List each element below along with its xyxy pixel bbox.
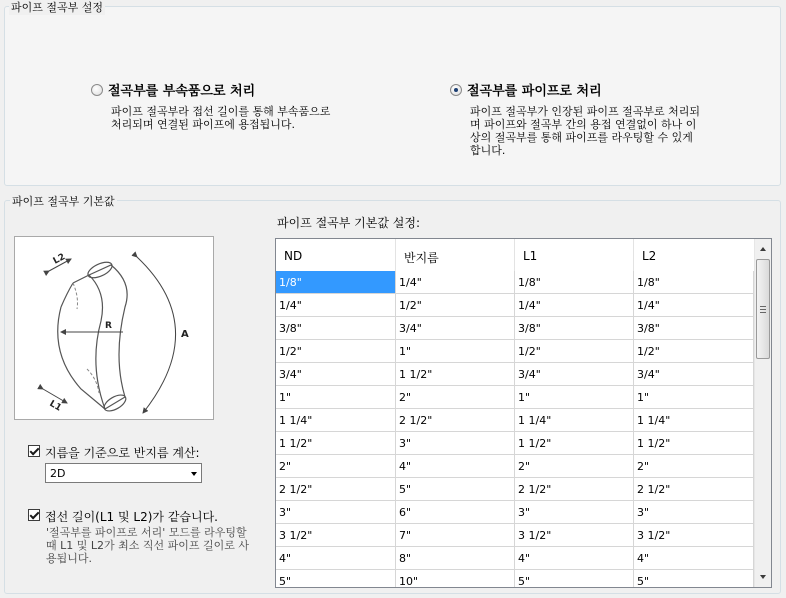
cell-l2[interactable]: 2" bbox=[634, 455, 754, 478]
cell-l1[interactable]: 5" bbox=[515, 570, 634, 588]
table-row[interactable] bbox=[276, 570, 756, 588]
treat-bends-as-fittings-option[interactable] bbox=[91, 80, 339, 131]
cell-nd[interactable]: 1/4" bbox=[276, 294, 396, 317]
radio-button-icon[interactable] bbox=[91, 84, 103, 96]
radius-factor-select[interactable] bbox=[45, 463, 202, 483]
cell-nd[interactable]: 1/8" bbox=[276, 271, 396, 294]
cell-radius[interactable]: 1" bbox=[396, 340, 515, 363]
cell-l2[interactable]: 3/8" bbox=[634, 317, 754, 340]
table-row[interactable] bbox=[276, 432, 756, 455]
table-row[interactable] bbox=[276, 386, 756, 409]
cell-l2[interactable]: 1 1/2" bbox=[634, 432, 754, 455]
bend-defaults-table-title: 파이프 절곡부 기본값 설정: bbox=[277, 216, 420, 230]
cell-nd[interactable]: 1/2" bbox=[276, 340, 396, 363]
grid-header bbox=[276, 239, 756, 271]
cell-nd[interactable]: 2 1/2" bbox=[276, 478, 396, 501]
cell-radius[interactable]: 3" bbox=[396, 432, 515, 455]
dropdown-arrow-icon[interactable] bbox=[191, 472, 197, 476]
cell-l2[interactable]: 1/2" bbox=[634, 340, 754, 363]
cell-radius[interactable]: 10" bbox=[396, 570, 515, 588]
cell-radius[interactable]: 5" bbox=[396, 478, 515, 501]
cell-l1[interactable]: 3/8" bbox=[515, 317, 634, 340]
cell-l1[interactable]: 1" bbox=[515, 386, 634, 409]
cell-l1[interactable]: 1 1/4" bbox=[515, 409, 634, 432]
cell-l2[interactable]: 3" bbox=[634, 501, 754, 524]
tangent-length-note: '절곡부를 파이프로 서리' 모드를 라우팅할 때 L1 및 L2가 최소 직선 파이프 길이로 사용됩니다. bbox=[46, 526, 249, 565]
column-header-radius[interactable]: 반지름 bbox=[396, 239, 515, 271]
cell-nd[interactable]: 3/8" bbox=[276, 317, 396, 340]
cell-nd[interactable]: 3/4" bbox=[276, 363, 396, 386]
l1-label: L1 bbox=[47, 398, 63, 414]
treat-bends-as-fittings-label[interactable]: 절곡부를 부속품으로 처리 bbox=[108, 84, 256, 99]
cell-l1[interactable]: 2" bbox=[515, 455, 634, 478]
table-row[interactable] bbox=[276, 363, 756, 386]
column-header-l2[interactable]: L2 bbox=[642, 249, 657, 263]
cell-l2[interactable]: 2 1/2" bbox=[634, 478, 754, 501]
calc-radius-by-diameter-checkbox[interactable] bbox=[28, 444, 200, 461]
column-header-nd[interactable]: ND bbox=[276, 239, 396, 271]
cell-l2[interactable]: 3/4" bbox=[634, 363, 754, 386]
cell-radius[interactable]: 3/4" bbox=[396, 317, 515, 340]
cell-nd[interactable]: 5" bbox=[276, 570, 396, 588]
treat-bends-as-pipe-label[interactable]: 절곡부를 파이프로 처리 bbox=[467, 84, 602, 99]
cell-nd[interactable]: 2" bbox=[276, 455, 396, 478]
cell-nd[interactable]: 3 1/2" bbox=[276, 524, 396, 547]
cell-radius[interactable]: 7" bbox=[396, 524, 515, 547]
pipe-bend-diagram-icon bbox=[15, 237, 213, 419]
treat-bends-as-pipe-description: 파이프 절곡부가 인장된 파이프 절곡부로 처리되며 파이프와 절곡부 간의 용접 연결없이 하나 이상의 절곡부를 통해 파이프를 라우팅할 수 있게 합니다. bbox=[470, 105, 701, 157]
cell-l2[interactable]: 5" bbox=[634, 570, 754, 588]
radius-factor-value: 2D bbox=[50, 467, 66, 480]
vertical-scrollbar[interactable] bbox=[754, 239, 771, 587]
cell-l1[interactable]: 1 1/2" bbox=[515, 432, 634, 455]
cell-l1[interactable]: 3/4" bbox=[515, 363, 634, 386]
table-row[interactable] bbox=[276, 409, 756, 432]
scroll-down-arrow-icon[interactable] bbox=[760, 575, 766, 579]
cell-l1[interactable]: 1/8" bbox=[515, 271, 634, 294]
table-row[interactable] bbox=[276, 340, 756, 363]
cell-l1[interactable]: 1/2" bbox=[515, 340, 634, 363]
bend-defaults-title: 파이프 절곡부 기본값 bbox=[12, 195, 115, 208]
cell-radius[interactable]: 2 1/2" bbox=[396, 409, 515, 432]
table-row[interactable] bbox=[276, 317, 756, 340]
column-header-l1[interactable]: L1 bbox=[515, 239, 634, 271]
cell-l1[interactable]: 2 1/2" bbox=[515, 478, 634, 501]
treat-bends-as-pipe-option[interactable] bbox=[450, 80, 702, 157]
cell-nd[interactable]: 1 1/2" bbox=[276, 432, 396, 455]
table-row[interactable] bbox=[276, 455, 756, 478]
tangent-length-equal-label[interactable]: 접선 길이(L1 및 L2)가 같습니다. bbox=[45, 510, 218, 524]
cell-radius[interactable]: 4" bbox=[396, 455, 515, 478]
cell-l1[interactable]: 1/4" bbox=[515, 294, 634, 317]
cell-radius[interactable]: 1/4" bbox=[396, 271, 515, 294]
checkbox-check-icon[interactable] bbox=[28, 509, 40, 521]
cell-l1[interactable]: 3 1/2" bbox=[515, 524, 634, 547]
table-row[interactable] bbox=[276, 524, 756, 547]
table-row[interactable] bbox=[276, 294, 756, 317]
scroll-thumb[interactable] bbox=[756, 259, 770, 359]
checkbox-check-icon[interactable] bbox=[28, 445, 40, 457]
cell-l2[interactable]: 1/4" bbox=[634, 294, 754, 317]
r-label: R bbox=[105, 321, 112, 331]
bend-defaults-grid[interactable] bbox=[275, 238, 772, 588]
cell-radius[interactable]: 2" bbox=[396, 386, 515, 409]
cell-radius[interactable]: 1 1/2" bbox=[396, 363, 515, 386]
cell-l2[interactable]: 1" bbox=[634, 386, 754, 409]
cell-nd[interactable]: 1" bbox=[276, 386, 396, 409]
cell-radius[interactable]: 8" bbox=[396, 547, 515, 570]
cell-l1[interactable]: 4" bbox=[515, 547, 634, 570]
table-row[interactable] bbox=[276, 478, 756, 501]
scroll-grip-icon bbox=[760, 306, 766, 313]
table-row[interactable] bbox=[276, 271, 756, 294]
grid-body bbox=[276, 271, 756, 588]
scroll-up-arrow-icon[interactable] bbox=[760, 247, 766, 251]
l2-label: L2 bbox=[51, 252, 68, 267]
calc-radius-by-diameter-label[interactable]: 지름을 기준으로 반지름 계산: bbox=[45, 446, 200, 460]
treat-bends-as-fittings-description: 파이프 절곡부라 접선 길이를 통해 부속품으로 처리되며 연결된 파이프에 용접됩니다. bbox=[111, 105, 331, 131]
cell-l2[interactable]: 1/8" bbox=[634, 271, 754, 294]
cell-nd[interactable]: 4" bbox=[276, 547, 396, 570]
table-row[interactable] bbox=[276, 501, 756, 524]
pipe-bend-diagram bbox=[14, 236, 214, 420]
cell-radius[interactable]: 6" bbox=[396, 501, 515, 524]
cell-l1[interactable]: 3" bbox=[515, 501, 634, 524]
cell-l2[interactable]: 1 1/4" bbox=[634, 409, 754, 432]
cell-radius[interactable]: 1/2" bbox=[396, 294, 515, 317]
cell-l2[interactable]: 4" bbox=[634, 547, 754, 570]
table-row[interactable] bbox=[276, 547, 756, 570]
a-label: A bbox=[181, 329, 189, 340]
tangent-length-equal-checkbox[interactable] bbox=[28, 508, 218, 525]
cell-nd[interactable]: 3" bbox=[276, 501, 396, 524]
cell-nd[interactable]: 1 1/4" bbox=[276, 409, 396, 432]
radio-button-selected-icon[interactable] bbox=[450, 84, 462, 96]
bend-settings-title: 파이프 절곡부 설정 bbox=[11, 1, 104, 14]
cell-l2[interactable]: 3 1/2" bbox=[634, 524, 754, 547]
